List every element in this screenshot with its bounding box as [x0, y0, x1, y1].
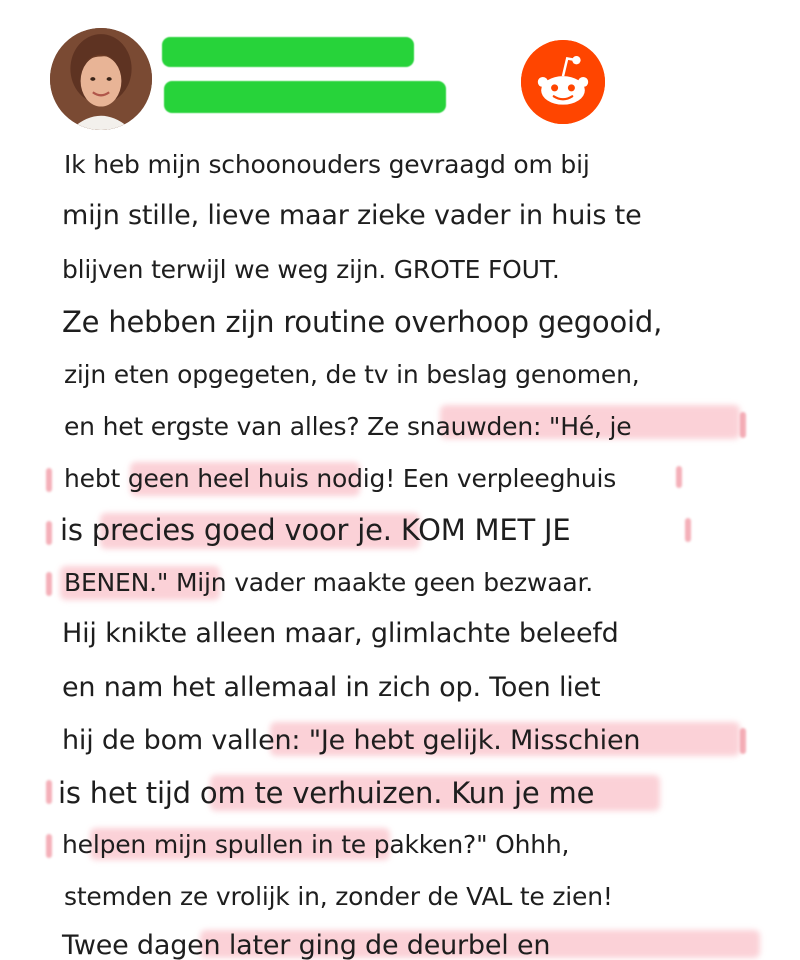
post-line: is precies goed voor je. KOM MET JE — [60, 513, 571, 547]
post-line: stemden ze vrolijk in, zonder de VAL te zien! — [64, 882, 613, 911]
post-line: hebt geen heel huis nodig! Een verpleeghuis — [64, 464, 617, 493]
post-line: hij de bom vallen: "Je hebt gelijk. Misschien — [62, 725, 641, 756]
post-line: Ze hebben zijn routine overhoop gegooid, — [62, 305, 663, 339]
post-line: zijn eten opgegeten, de tv in beslag genomen, — [64, 360, 640, 389]
post-line: Ik heb mijn schoonouders gevraagd om bij — [64, 150, 590, 179]
post-line: is het tijd om te verhuizen. Kun je me — [58, 776, 595, 810]
post-line: helpen mijn spullen in te pakken?" Ohhh, — [62, 830, 570, 859]
post-line: en het ergste van alles? Ze snauwden: "Hé, je — [64, 412, 632, 441]
post-line: blijven terwijl we weg zijn. GROTE FOUT. — [62, 255, 560, 284]
post-line: Hij knikte alleen maar, glimlachte beleefd — [62, 618, 619, 649]
post-line: Twee dagen later ging de deurbel en — [62, 930, 551, 960]
post-line: mijn stille, lieve maar zieke vader in huis te — [62, 200, 642, 231]
post-line: BENEN." Mijn vader maakte geen bezwaar. — [64, 568, 593, 597]
post-line: en nam het allemaal in zich op. Toen liet — [62, 672, 601, 703]
